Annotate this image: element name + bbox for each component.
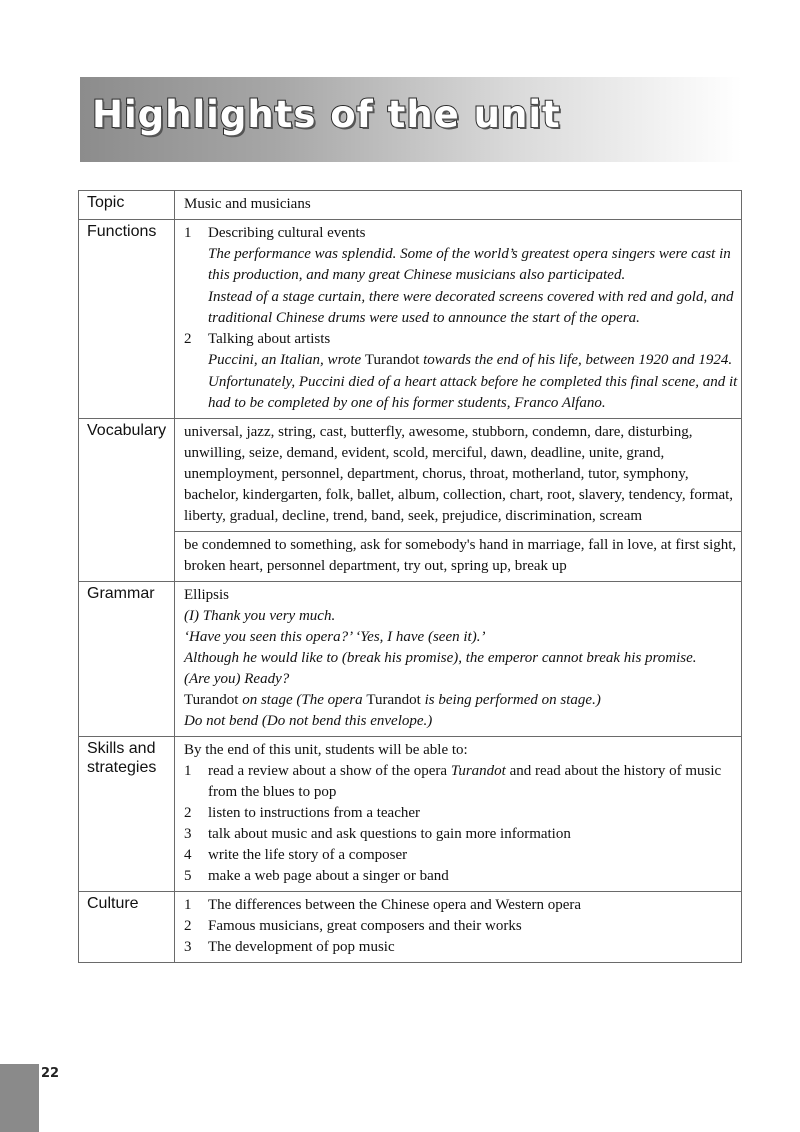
culture-row <box>79 892 742 963</box>
grammar-example: Turandot on stage (The opera Turandot is being performed on stage.) <box>184 692 601 708</box>
highlights-table <box>78 190 742 963</box>
topic-label: Topic <box>79 191 175 220</box>
culture-label: Culture <box>79 892 175 963</box>
function-example: Unfortunately, Puccini died of a heart attack before he completed this final scene, and it had to be completed by one of his former students, Franco Alfano. <box>208 374 738 411</box>
vocabulary-label: Vocabulary <box>79 419 175 582</box>
functions-label: Functions <box>79 220 175 419</box>
page-title: Highlights of the unit <box>92 93 561 136</box>
skills-row <box>79 737 742 892</box>
topic-row <box>79 191 742 220</box>
vocabulary-row <box>79 419 742 532</box>
page-edge-strip <box>0 1064 39 1132</box>
function-item-1: 1 Describing cultural events <box>184 225 366 241</box>
skills-item: 1 read a review about a show of the opera Turandot and read about the history of music from the blues to pop <box>184 763 722 800</box>
grammar-example: ‘Have you seen this opera?’ ‘Yes, I have (seen it).’ <box>184 629 486 645</box>
title-banner <box>80 77 742 162</box>
vocabulary-phrases-row <box>79 532 742 582</box>
skills-item: 2 listen to instructions from a teacher <box>184 805 421 821</box>
grammar-example: (I) Thank you very much. <box>184 608 336 624</box>
topic-text: Music and musicians <box>175 191 742 220</box>
grammar-row <box>79 582 742 737</box>
vocabulary-words: universal, jazz, string, cast, butterfly, awesome, stubborn, condemn, dare, disturbing, unwilling, seize, demand, evident, scold, merciful, dawn, deadline, unite, grand, unemployment, personnel, department, chorus, throat, motherland, tutor, symphony, bachelor, kindergarten, folk, ballet, album, collection, chart, root, slavery, tendency, format, liberty, gradual, decline, trend, band, seek, prejudice, discrimination, scream <box>175 419 742 532</box>
skills-intro: By the end of this unit, students will be able to: <box>184 742 468 758</box>
functions-content <box>175 220 742 419</box>
page-number: 22 <box>41 1066 60 1081</box>
grammar-heading: Ellipsis <box>184 587 230 603</box>
grammar-example: Do not bend (Do not bend this envelope.) <box>184 713 433 729</box>
function-example: The performance was splendid. Some of the world’s greatest opera singers were cast in this production, and many great Chinese musicians also participated. <box>208 246 731 283</box>
function-example: Instead of a stage curtain, there were decorated screens covered with red and gold, and traditional Chinese drums were used to announce the start of the opera. <box>208 289 734 326</box>
culture-item: 1 The differences between the Chinese opera and Western opera <box>184 897 582 913</box>
skills-item: 3 talk about music and ask questions to gain more information <box>184 826 571 842</box>
grammar-example: Although he would like to (break his promise), the emperor cannot break his promise. <box>184 650 697 666</box>
skills-label: Skills and strategies <box>79 737 175 892</box>
function-example: Puccini, an Italian, wrote Turandot towards the end of his life, between 1920 and 1924. <box>208 352 733 368</box>
skills-content <box>175 737 742 892</box>
grammar-label: Grammar <box>79 582 175 737</box>
vocabulary-phrases: be condemned to something, ask for somebody's hand in marriage, fall in love, at first sight, broken heart, personnel department, try out, spring up, break up <box>175 532 742 582</box>
culture-item: 3 The development of pop music <box>184 939 395 955</box>
culture-item: 2 Famous musicians, great composers and their works <box>184 918 522 934</box>
functions-row <box>79 220 742 419</box>
grammar-content <box>175 582 742 737</box>
culture-content <box>175 892 742 963</box>
function-item-2: 2 Talking about artists <box>184 331 331 347</box>
grammar-example: (Are you) Ready? <box>184 671 290 687</box>
skills-item: 4 write the life story of a composer <box>184 847 408 863</box>
skills-item: 5 make a web page about a singer or band <box>184 868 449 884</box>
